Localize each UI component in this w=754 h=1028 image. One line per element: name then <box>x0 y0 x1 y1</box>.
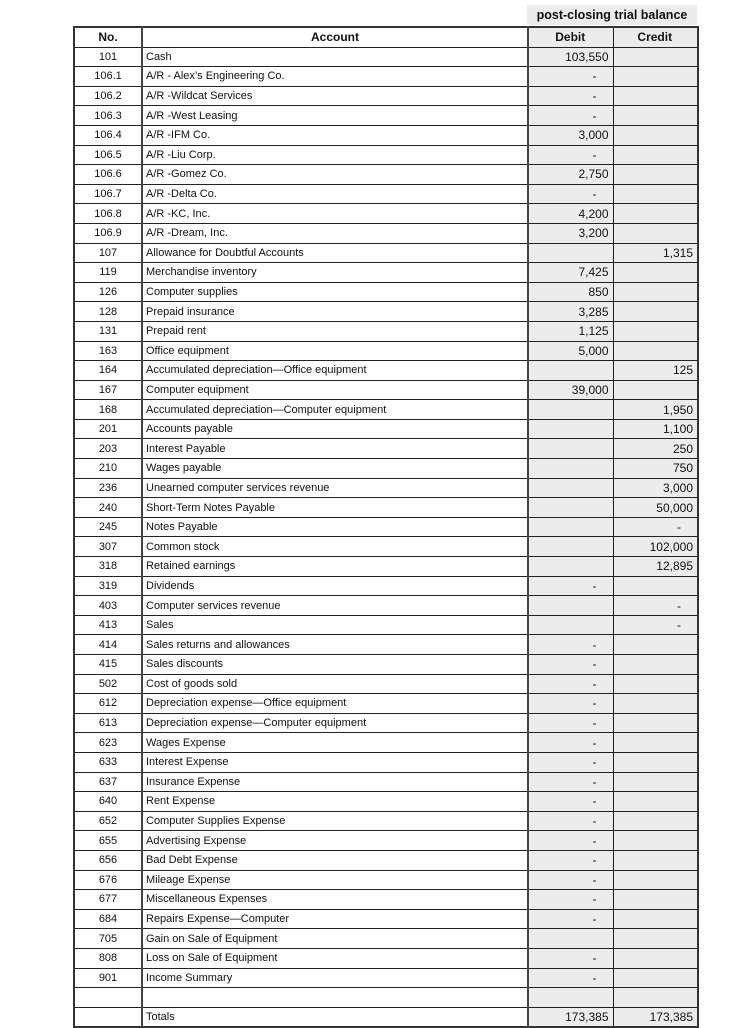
account-name[interactable]: Wages payable <box>142 459 528 479</box>
debit-cell[interactable]: - <box>528 733 613 753</box>
debit-cell[interactable]: - <box>528 870 613 890</box>
account-no[interactable]: 612 <box>74 694 142 714</box>
table-row <box>74 302 698 322</box>
credit-cell[interactable]: 3,000 <box>613 478 698 498</box>
table-row <box>74 204 698 224</box>
credit-cell[interactable] <box>613 263 698 283</box>
table-row <box>74 125 698 145</box>
account-name[interactable] <box>142 988 528 1008</box>
credit-cell[interactable] <box>613 321 698 341</box>
account-name[interactable]: Unearned computer services revenue <box>142 478 528 498</box>
credit-cell[interactable] <box>613 184 698 204</box>
account-no[interactable]: 131 <box>74 321 142 341</box>
table-row <box>74 361 698 381</box>
account-no[interactable]: 808 <box>74 948 142 968</box>
table-row <box>74 439 698 459</box>
account-no[interactable]: 637 <box>74 772 142 792</box>
header-credit: Credit <box>613 27 698 47</box>
account-no[interactable]: 318 <box>74 557 142 577</box>
debit-cell[interactable]: - <box>528 752 613 772</box>
debit-cell[interactable]: - <box>528 948 613 968</box>
table-row <box>74 968 698 988</box>
table-row <box>74 537 698 557</box>
debit-cell[interactable] <box>528 517 613 537</box>
account-name[interactable]: A/R - Alex’s Engineering Co. <box>142 67 528 87</box>
account-no[interactable]: 245 <box>74 517 142 537</box>
credit-cell[interactable] <box>613 302 698 322</box>
credit-cell[interactable] <box>613 831 698 851</box>
account-name[interactable]: Computer Supplies Expense <box>142 811 528 831</box>
account-no[interactable]: 684 <box>74 909 142 929</box>
debit-cell[interactable]: - <box>528 67 613 87</box>
header-no: No. <box>74 27 142 47</box>
account-name[interactable]: Income Summary <box>142 968 528 988</box>
account-no[interactable]: 168 <box>74 400 142 420</box>
account-no[interactable]: 126 <box>74 282 142 302</box>
credit-cell[interactable] <box>613 909 698 929</box>
table-row <box>74 792 698 812</box>
debit-cell[interactable] <box>528 400 613 420</box>
account-no[interactable]: 307 <box>74 537 142 557</box>
table-row <box>74 772 698 792</box>
account-no[interactable]: 623 <box>74 733 142 753</box>
table-row <box>74 282 698 302</box>
debit-cell[interactable]: - <box>528 576 613 596</box>
account-name[interactable]: Cash <box>142 47 528 67</box>
debit-cell[interactable] <box>528 478 613 498</box>
account-name[interactable]: Sales discounts <box>142 655 528 675</box>
table-row <box>74 184 698 204</box>
credit-cell[interactable] <box>613 655 698 675</box>
debit-cell[interactable]: - <box>528 831 613 851</box>
table-row <box>74 909 698 929</box>
account-no[interactable]: 705 <box>74 929 142 949</box>
account-name[interactable]: Short-Term Notes Payable <box>142 498 528 518</box>
credit-cell[interactable] <box>613 772 698 792</box>
section-title: post-closing trial balance <box>527 5 697 25</box>
account-no[interactable]: 414 <box>74 635 142 655</box>
account-name[interactable]: Merchandise inventory <box>142 263 528 283</box>
account-no[interactable]: 167 <box>74 380 142 400</box>
table-row <box>74 733 698 753</box>
account-name[interactable]: A/R -Delta Co. <box>142 184 528 204</box>
account-no[interactable]: 613 <box>74 713 142 733</box>
table-row <box>74 615 698 635</box>
debit-cell[interactable] <box>528 929 613 949</box>
account-name[interactable]: Office equipment <box>142 341 528 361</box>
account-name[interactable]: Accumulated depreciation—Computer equipment <box>142 400 528 420</box>
table-row <box>74 145 698 165</box>
account-no[interactable]: 640 <box>74 792 142 812</box>
credit-cell[interactable] <box>613 47 698 67</box>
debit-cell[interactable]: - <box>528 890 613 910</box>
totals-label[interactable]: Totals <box>142 1007 528 1027</box>
account-name[interactable]: A/R -Dream, Inc. <box>142 223 528 243</box>
credit-cell[interactable] <box>613 674 698 694</box>
account-no[interactable]: 655 <box>74 831 142 851</box>
table-row <box>74 47 698 67</box>
table-row <box>74 850 698 870</box>
credit-cell[interactable] <box>613 576 698 596</box>
credit-cell[interactable] <box>613 792 698 812</box>
totals-credit[interactable]: 173,385 <box>613 1007 698 1027</box>
debit-cell[interactable]: - <box>528 811 613 831</box>
account-no[interactable]: 163 <box>74 341 142 361</box>
credit-cell[interactable]: 1,950 <box>613 400 698 420</box>
account-name[interactable]: Sales returns and allowances <box>142 635 528 655</box>
debit-cell[interactable] <box>528 615 613 635</box>
account-name[interactable]: Sales <box>142 615 528 635</box>
debit-cell[interactable]: - <box>528 674 613 694</box>
credit-cell[interactable] <box>613 204 698 224</box>
credit-cell[interactable] <box>613 341 698 361</box>
debit-cell[interactable]: - <box>528 772 613 792</box>
account-no[interactable]: 240 <box>74 498 142 518</box>
account-name[interactable]: A/R -West Leasing <box>142 106 528 126</box>
debit-cell[interactable]: - <box>528 792 613 812</box>
table-row <box>74 165 698 185</box>
account-no[interactable]: 128 <box>74 302 142 322</box>
account-name[interactable]: Mileage Expense <box>142 870 528 890</box>
table-row <box>74 948 698 968</box>
account-name[interactable]: Common stock <box>142 537 528 557</box>
credit-cell[interactable] <box>613 125 698 145</box>
table-row <box>74 419 698 439</box>
account-no[interactable]: 236 <box>74 478 142 498</box>
debit-cell[interactable]: - <box>528 968 613 988</box>
account-no[interactable]: 106.1 <box>74 67 142 87</box>
account-name[interactable]: Gain on Sale of Equipment <box>142 929 528 949</box>
debit-cell[interactable]: 39,000 <box>528 380 613 400</box>
credit-cell[interactable] <box>613 890 698 910</box>
account-name[interactable]: Advertising Expense <box>142 831 528 851</box>
table-row <box>74 498 698 518</box>
credit-cell[interactable] <box>613 733 698 753</box>
debit-cell[interactable] <box>528 439 613 459</box>
credit-cell[interactable] <box>613 145 698 165</box>
account-no[interactable]: 676 <box>74 870 142 890</box>
table-row <box>74 478 698 498</box>
credit-cell[interactable] <box>613 380 698 400</box>
credit-cell[interactable] <box>613 752 698 772</box>
account-no[interactable]: 633 <box>74 752 142 772</box>
credit-cell[interactable] <box>613 988 698 1008</box>
table-row <box>74 890 698 910</box>
account-no[interactable]: 106.7 <box>74 184 142 204</box>
account-name[interactable]: Accumulated depreciation—Office equipment <box>142 361 528 381</box>
credit-cell[interactable] <box>613 948 698 968</box>
account-no[interactable]: 677 <box>74 890 142 910</box>
credit-cell[interactable] <box>613 106 698 126</box>
account-name[interactable]: A/R -Liu Corp. <box>142 145 528 165</box>
debit-cell[interactable]: - <box>528 655 613 675</box>
table-row <box>74 557 698 577</box>
account-name[interactable]: Prepaid rent <box>142 321 528 341</box>
debit-cell[interactable] <box>528 537 613 557</box>
account-name[interactable]: Interest Expense <box>142 752 528 772</box>
credit-cell[interactable]: 1,100 <box>613 419 698 439</box>
account-no[interactable]: 106.9 <box>74 223 142 243</box>
table-row <box>74 86 698 106</box>
account-no[interactable]: 107 <box>74 243 142 263</box>
debit-cell[interactable]: - <box>528 184 613 204</box>
account-no[interactable]: 106.4 <box>74 125 142 145</box>
account-name[interactable]: Notes Payable <box>142 517 528 537</box>
table-row <box>74 106 698 126</box>
header-row <box>74 27 698 47</box>
debit-cell[interactable]: - <box>528 850 613 870</box>
table-row <box>74 831 698 851</box>
debit-cell[interactable]: 103,550 <box>528 47 613 67</box>
account-name[interactable]: Loss on Sale of Equipment <box>142 948 528 968</box>
account-name[interactable]: Bad Debt Expense <box>142 850 528 870</box>
account-name[interactable]: Prepaid insurance <box>142 302 528 322</box>
account-no[interactable]: 106.2 <box>74 86 142 106</box>
credit-cell[interactable] <box>613 635 698 655</box>
credit-cell[interactable]: - <box>613 596 698 616</box>
account-no[interactable]: 101 <box>74 47 142 67</box>
table-row <box>74 988 698 1008</box>
debit-cell[interactable]: 3,000 <box>528 125 613 145</box>
table-row <box>74 517 698 537</box>
account-no[interactable]: 201 <box>74 419 142 439</box>
credit-cell[interactable] <box>613 223 698 243</box>
table-row <box>74 459 698 479</box>
credit-cell[interactable]: 102,000 <box>613 537 698 557</box>
credit-cell[interactable] <box>613 713 698 733</box>
account-no[interactable]: 164 <box>74 361 142 381</box>
account-name[interactable]: Computer supplies <box>142 282 528 302</box>
credit-cell[interactable]: - <box>613 615 698 635</box>
credit-cell[interactable]: 750 <box>613 459 698 479</box>
trial-balance-table <box>73 26 699 1028</box>
account-no[interactable]: 203 <box>74 439 142 459</box>
table-row <box>74 321 698 341</box>
debit-cell[interactable]: - <box>528 86 613 106</box>
totals-row <box>74 1007 698 1027</box>
debit-cell[interactable]: - <box>528 694 613 714</box>
account-name[interactable]: Rent Expense <box>142 792 528 812</box>
account-name[interactable]: A/R -Gomez Co. <box>142 165 528 185</box>
account-no[interactable]: 106.8 <box>74 204 142 224</box>
debit-cell[interactable] <box>528 498 613 518</box>
account-no[interactable]: 119 <box>74 263 142 283</box>
account-name[interactable]: A/R -Wildcat Services <box>142 86 528 106</box>
table-row <box>74 400 698 420</box>
table-row <box>74 576 698 596</box>
table-row <box>74 713 698 733</box>
credit-cell[interactable] <box>613 870 698 890</box>
table-row <box>74 811 698 831</box>
credit-cell[interactable] <box>613 86 698 106</box>
credit-cell[interactable] <box>613 67 698 87</box>
account-no[interactable]: 403 <box>74 596 142 616</box>
debit-cell[interactable] <box>528 557 613 577</box>
account-name[interactable]: Interest Payable <box>142 439 528 459</box>
account-no[interactable]: 106.5 <box>74 145 142 165</box>
debit-cell[interactable]: - <box>528 713 613 733</box>
account-name[interactable]: Insurance Expense <box>142 772 528 792</box>
credit-cell[interactable]: 1,315 <box>613 243 698 263</box>
credit-cell[interactable] <box>613 968 698 988</box>
table-row <box>74 655 698 675</box>
header-debit: Debit <box>528 27 613 47</box>
debit-cell[interactable]: 4,200 <box>528 204 613 224</box>
totals-debit[interactable]: 173,385 <box>528 1007 613 1027</box>
credit-cell[interactable]: 12,895 <box>613 557 698 577</box>
debit-cell[interactable] <box>528 361 613 381</box>
credit-cell[interactable] <box>613 811 698 831</box>
debit-cell[interactable]: - <box>528 145 613 165</box>
debit-cell[interactable] <box>528 419 613 439</box>
table-row <box>74 674 698 694</box>
credit-cell[interactable] <box>613 282 698 302</box>
account-no[interactable]: 652 <box>74 811 142 831</box>
account-no[interactable]: 656 <box>74 850 142 870</box>
account-name[interactable]: Repairs Expense—Computer <box>142 909 528 929</box>
account-name[interactable]: Miscellaneous Expenses <box>142 890 528 910</box>
table-row <box>74 596 698 616</box>
account-no[interactable]: 502 <box>74 674 142 694</box>
table-row <box>74 694 698 714</box>
debit-cell[interactable] <box>528 596 613 616</box>
account-name[interactable]: A/R -KC, Inc. <box>142 204 528 224</box>
credit-cell[interactable]: 125 <box>613 361 698 381</box>
account-no[interactable]: 415 <box>74 655 142 675</box>
header-account: Account <box>142 27 528 47</box>
account-name[interactable]: Retained earnings <box>142 557 528 577</box>
credit-cell[interactable]: - <box>613 517 698 537</box>
table-row <box>74 380 698 400</box>
table-row <box>74 341 698 361</box>
table-row <box>74 870 698 890</box>
credit-cell[interactable] <box>613 694 698 714</box>
account-name[interactable]: Allowance for Doubtful Accounts <box>142 243 528 263</box>
credit-cell[interactable] <box>613 165 698 185</box>
table-row <box>74 752 698 772</box>
table-row <box>74 67 698 87</box>
account-no[interactable] <box>74 988 142 1008</box>
debit-cell[interactable]: 3,285 <box>528 302 613 322</box>
debit-cell[interactable]: 5,000 <box>528 341 613 361</box>
debit-cell[interactable]: - <box>528 909 613 929</box>
table-row <box>74 263 698 283</box>
credit-cell[interactable]: 50,000 <box>613 498 698 518</box>
account-no[interactable]: 901 <box>74 968 142 988</box>
account-name[interactable]: Depreciation expense—Office equipment <box>142 694 528 714</box>
debit-cell[interactable] <box>528 243 613 263</box>
debit-cell[interactable]: 1,125 <box>528 321 613 341</box>
credit-cell[interactable] <box>613 929 698 949</box>
table-row <box>74 929 698 949</box>
account-name[interactable]: Computer services revenue <box>142 596 528 616</box>
debit-cell[interactable]: 850 <box>528 282 613 302</box>
credit-cell[interactable]: 250 <box>613 439 698 459</box>
account-name[interactable]: Computer equipment <box>142 380 528 400</box>
account-no[interactable]: 106.3 <box>74 106 142 126</box>
totals-no[interactable] <box>74 1007 142 1027</box>
account-no[interactable]: 210 <box>74 459 142 479</box>
debit-cell[interactable] <box>528 988 613 1008</box>
debit-cell[interactable]: 3,200 <box>528 223 613 243</box>
account-name[interactable]: Wages Expense <box>142 733 528 753</box>
table-row <box>74 635 698 655</box>
account-no[interactable]: 319 <box>74 576 142 596</box>
credit-cell[interactable] <box>613 850 698 870</box>
account-name[interactable]: Accounts payable <box>142 419 528 439</box>
debit-cell[interactable]: - <box>528 635 613 655</box>
account-no[interactable]: 106.6 <box>74 165 142 185</box>
table-row <box>74 223 698 243</box>
debit-cell[interactable]: - <box>528 106 613 126</box>
debit-cell[interactable]: 2,750 <box>528 165 613 185</box>
account-name[interactable]: Cost of goods sold <box>142 674 528 694</box>
table-row <box>74 243 698 263</box>
debit-cell[interactable]: 7,425 <box>528 263 613 283</box>
account-name[interactable]: Depreciation expense—Computer equipment <box>142 713 528 733</box>
account-no[interactable]: 413 <box>74 615 142 635</box>
account-name[interactable]: Dividends <box>142 576 528 596</box>
debit-cell[interactable] <box>528 459 613 479</box>
account-name[interactable]: A/R -IFM Co. <box>142 125 528 145</box>
